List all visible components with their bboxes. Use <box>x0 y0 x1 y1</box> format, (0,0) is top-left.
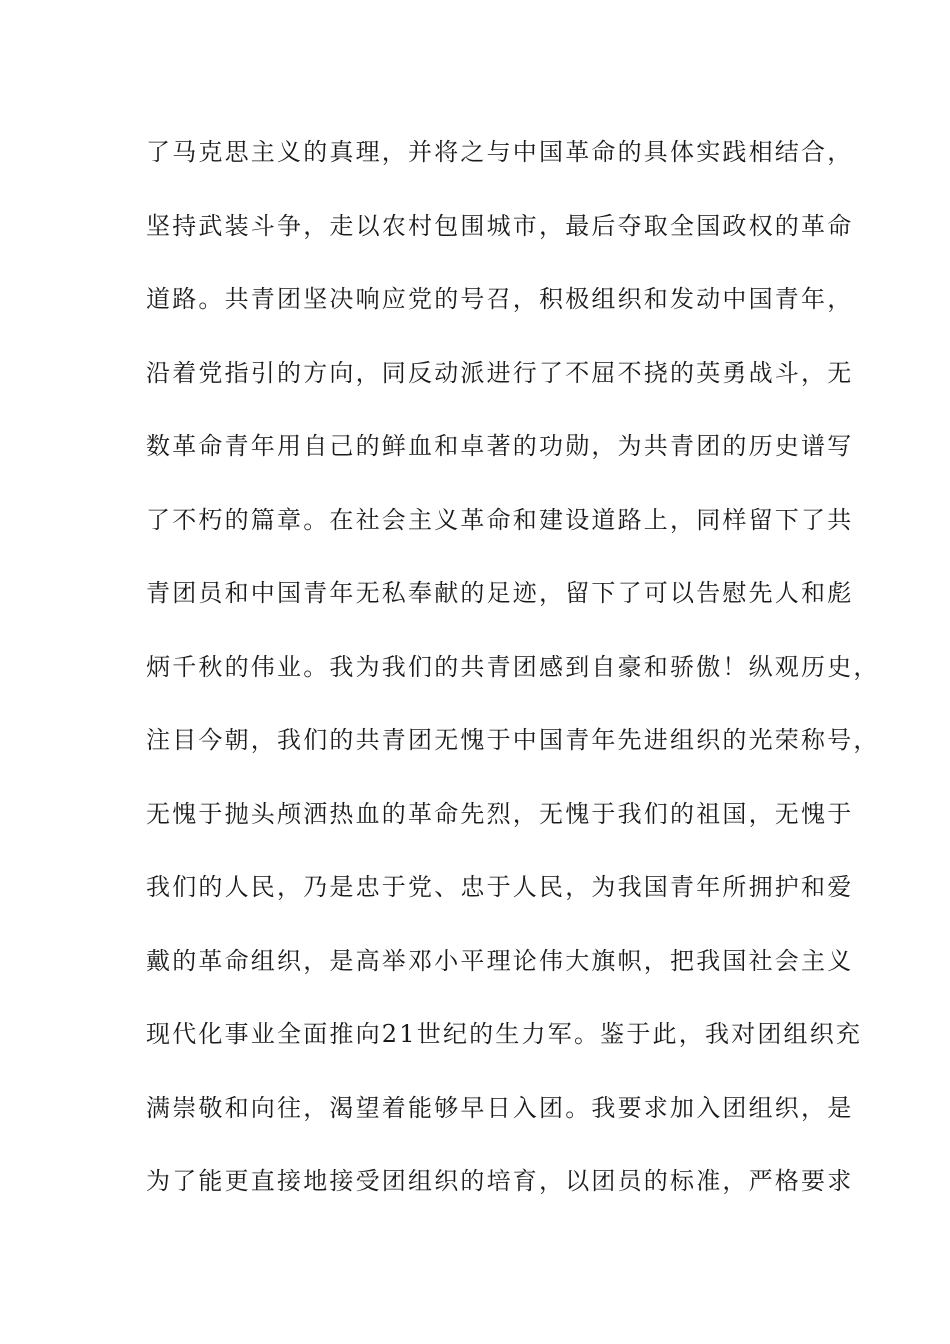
text-line: 为了能更直接地接受团组织的培育，以团员的标准，严格要求 <box>146 1167 854 1195</box>
text-line: 注目今朝，我们的共青团无愧于中国青年先进组织的光荣称号， <box>146 726 880 754</box>
text-line: 我们的人民，乃是忠于党、忠于人民，为我国青年所拥护和爱 <box>146 873 854 901</box>
text-line: 现代化事业全面推向21世纪的生力军。鉴于此，我对团组织充 <box>146 1020 863 1048</box>
text-line: 了不朽的篇章。在社会主义革命和建设道路上，同样留下了共 <box>146 505 854 534</box>
text-line: 道路。共青团坚决响应党的号召，积极组织和发动中国青年， <box>146 285 854 313</box>
text-line: 了马克思主义的真理，并将之与中国革命的具体实践相结合， <box>146 138 854 166</box>
text-line: 数革命青年用自己的鲜血和卓著的功勋，为共青团的历史谱写 <box>146 432 854 460</box>
text-line: 沿着党指引的方向，同反动派进行了不屈不挠的英勇战斗，无 <box>146 358 854 387</box>
text-line: 炳千秋的伟业。我为我们的共青团感到自豪和骄傲！纵观历史， <box>146 652 880 681</box>
text-line: 青团员和中国青年无私奉献的足迹，留下了可以告慰先人和彪 <box>146 579 854 607</box>
text-line: 满崇敬和向往，渴望着能够早日入团。我要求加入团组织，是 <box>146 1093 854 1122</box>
body-text <box>146 127 880 1230</box>
text-line: 无愧于抛头颅洒热血的革命先烈，无愧于我们的祖国，无愧于 <box>146 799 854 828</box>
text-line: 坚持武装斗争，走以农村包围城市，最后夺取全国政权的革命 <box>146 211 854 240</box>
text-line: 戴的革命组织，是高举邓小平理论伟大旗帜，把我国社会主义 <box>146 946 854 975</box>
